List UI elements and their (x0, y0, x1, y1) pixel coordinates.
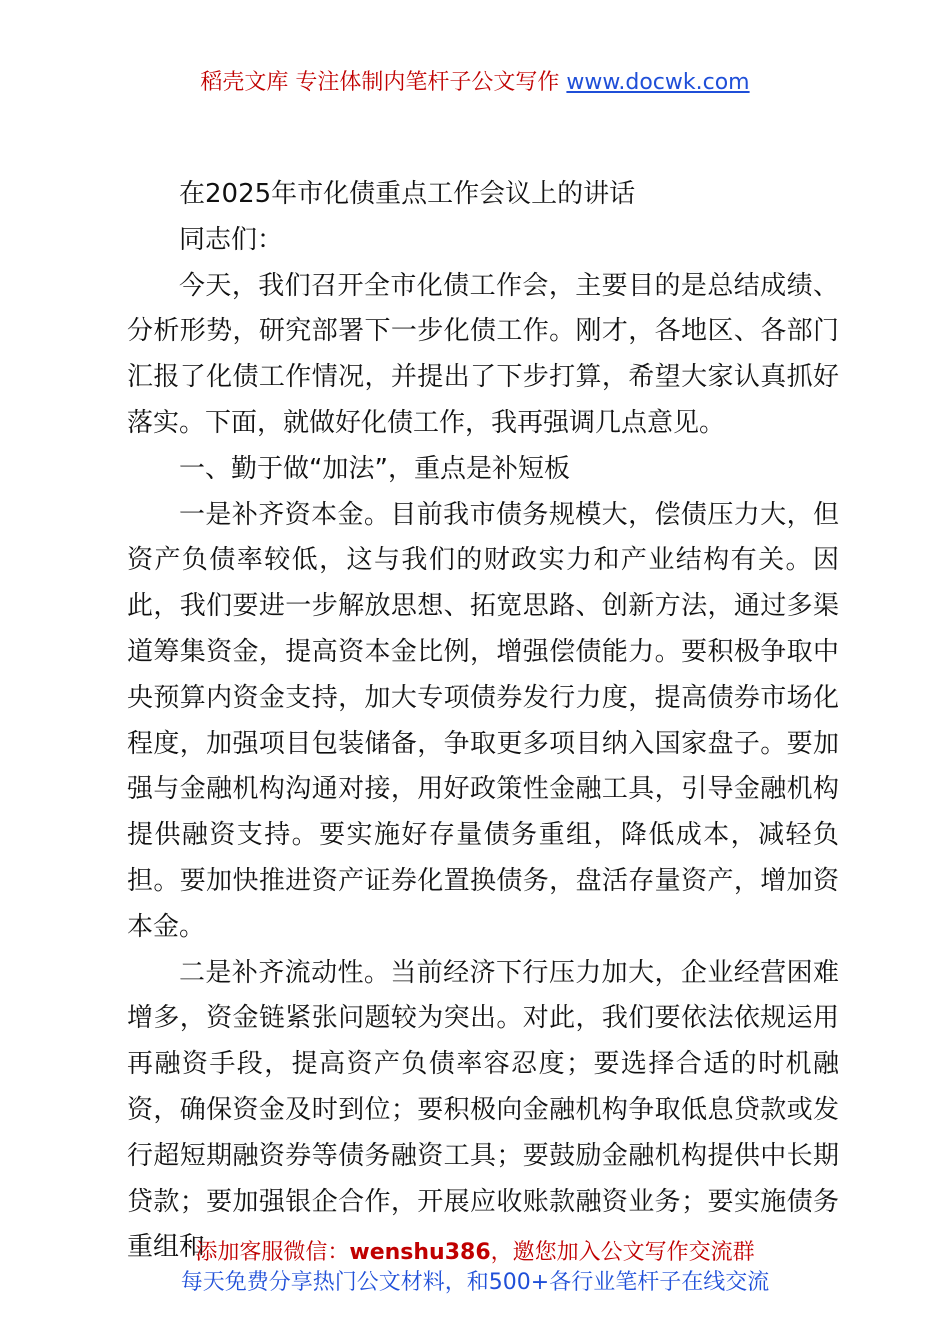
site-url-link[interactable]: www.docwk.com (566, 70, 750, 95)
document-title: 在2025年市化债重点工作会议上的讲话 (179, 179, 636, 209)
footer-wechat-suffix: ，邀您加入公文写作交流群 (490, 1240, 755, 1265)
wechat-id: wenshu386 (349, 1240, 491, 1265)
section-heading-1: 一、勤于做“加法”，重点是补短板 (179, 453, 570, 484)
footer-wechat-prefix: 添加客服微信： (195, 1240, 350, 1265)
paragraph-capital: 一是补齐资本金。目前我市债务规模大，偿债压力大，但资产负债率较低，这与我们的财政实力和产业结构有关。因此，我们要进一步解放思想、拓宽思路、创新方法，通过多渠道筹集资金，提高资本金比例，增强偿债能力。要积极争取中央预算内资金支持，加大专项债券发行力度，提高债券市场化程度，加强项目包装储备，争取更多项目纳入国家盘子。要加强与金融机构沟通对接，用好政策性金融工具，引导金融机构提供融资支持。要实施好存量债务重组，降低成本，减轻负担。要加快推进资产证券化置换债务，盘活存量资产，增加资本金。 (127, 499, 839, 942)
paragraph-liquidity: 二是补齐流动性。当前经济下行压力加大，企业经营困难增多，资金链紧张问题较为突出。对此，我们要依法依规运用再融资手段，提高资产负债率容忍度；要选择合适的时机融资，确保资金及时到位；要积极向金融机构争取低息贷款或发行超短期融资券等债务融资工具；要鼓励金融机构提供中长期贷款；要加强银企合作，开展应收账款融资业务；要实施债务重组和 (127, 957, 839, 1263)
promo-footer (0, 1238, 950, 1298)
salutation: 同志们： (179, 224, 284, 255)
document-body (127, 172, 839, 1271)
site-header (0, 68, 950, 98)
site-brand: 稻壳文库 专注体制内笔杆子公文写作 (200, 70, 560, 95)
paragraph-intro: 今天，我们召开全市化债工作会，主要目的是总结成绩、分析形势，研究部署下一步化债工作。刚才，各地区、各部门汇报了化债工作情况，并提出了下步打算，希望大家认真抓好落实。下面，就做好化债工作，我再强调几点意见。 (127, 270, 839, 438)
footer-line-share: 每天免费分享热门公文材料，和500+各行业笔杆子在线交流 (180, 1270, 770, 1295)
footer-line-wechat (0, 1238, 950, 1268)
